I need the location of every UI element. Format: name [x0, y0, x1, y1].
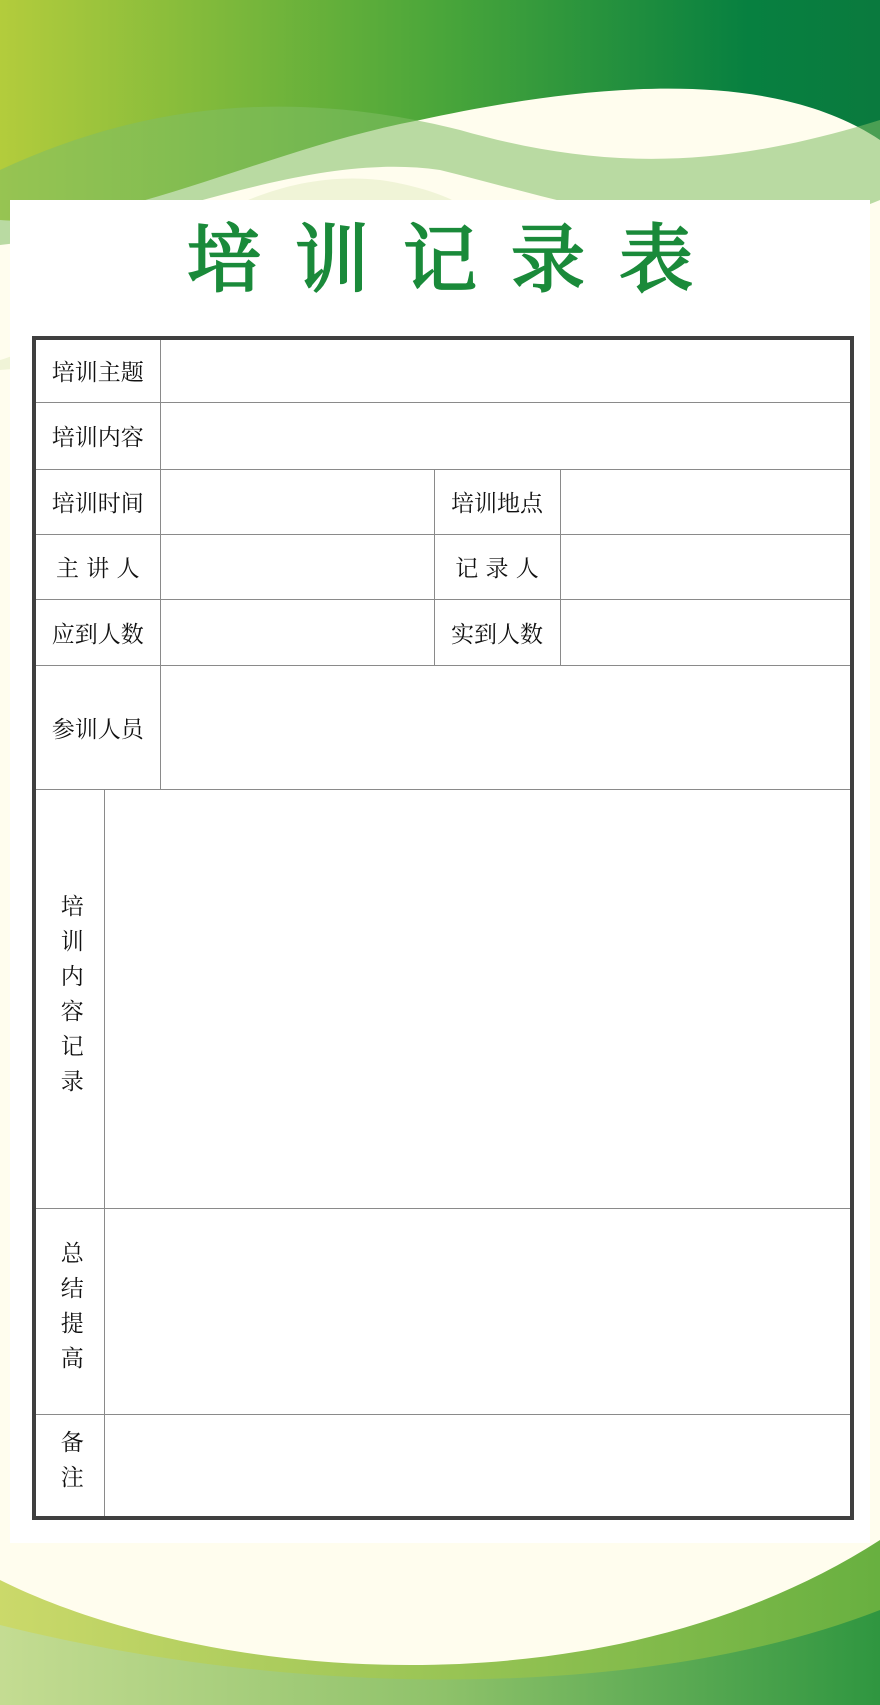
field-actual[interactable] — [560, 599, 852, 665]
field-topic[interactable] — [160, 338, 852, 402]
label-participants: 参训人员 — [34, 665, 160, 789]
field-remarks[interactable] — [104, 1414, 852, 1518]
label-actual: 实到人数 — [434, 599, 560, 665]
label-recorder: 记 录 人 — [434, 534, 560, 599]
label-place: 培训地点 — [434, 469, 560, 534]
field-speaker[interactable] — [160, 534, 434, 599]
field-time[interactable] — [160, 469, 434, 534]
field-content[interactable] — [160, 402, 852, 469]
field-participants[interactable] — [160, 665, 852, 789]
field-expected[interactable] — [160, 599, 434, 665]
label-time: 培训时间 — [34, 469, 160, 534]
field-place[interactable] — [560, 469, 852, 534]
page-title: 培训记录表 — [187, 217, 727, 303]
field-summary[interactable] — [104, 1208, 852, 1414]
label-record: 培训内容记录 — [56, 893, 83, 1104]
label-expected: 应到人数 — [34, 599, 160, 665]
field-record[interactable] — [104, 789, 852, 1208]
label-content: 培训内容 — [34, 402, 160, 469]
field-recorder[interactable] — [560, 534, 852, 599]
training-record-table — [32, 336, 854, 1520]
label-remarks: 备注 — [56, 1430, 83, 1501]
label-summary: 总结提高 — [56, 1241, 83, 1381]
label-topic: 培训主题 — [34, 338, 160, 402]
label-speaker: 主 讲 人 — [34, 534, 160, 599]
